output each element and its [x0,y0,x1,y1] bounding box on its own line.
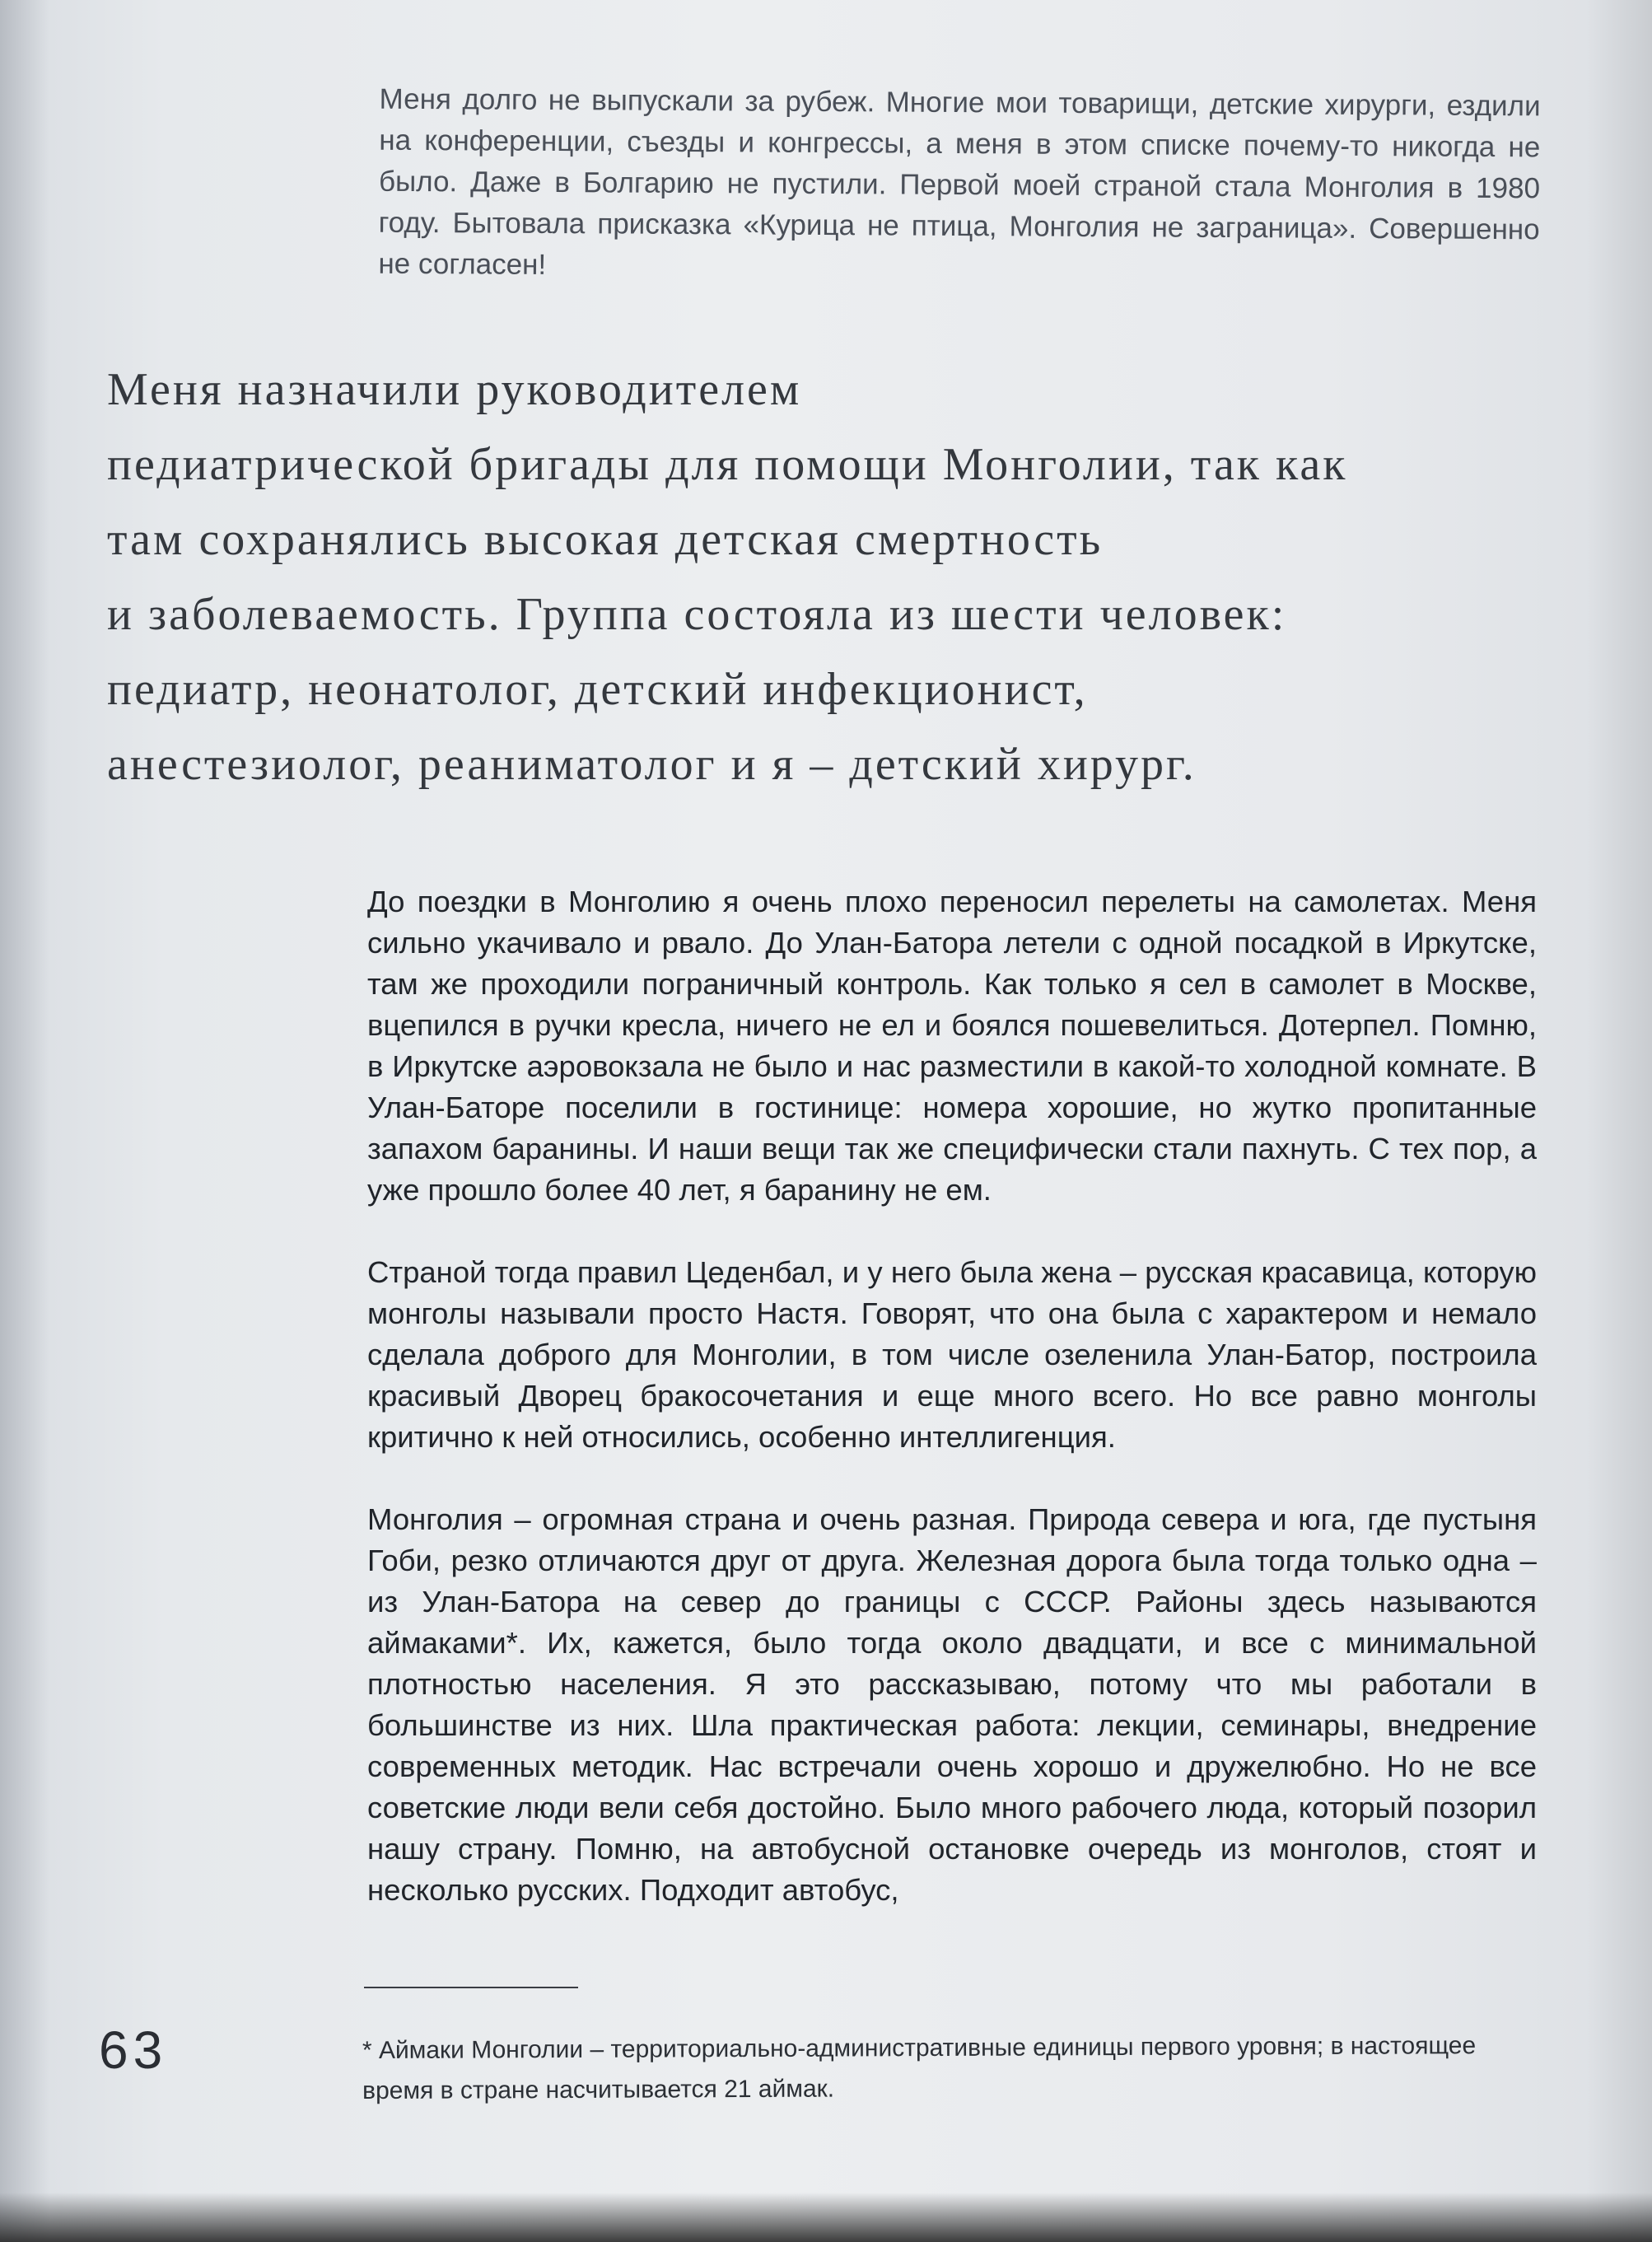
pull-quote-line: педиатрической бригады для помощи Монголии, так как [107,439,1348,490]
intro-paragraph: Меня долго не выпускали за рубеж. Многие мои товарищи, детские хирурги, ездили на конференции, съезды и конгрессы, а меня в этом списке почему-то никогда не было. Даже в Болгарию не пустили. Первой моей страной стала Монголия в 1980 году. Бытовала присказка «Курица не птица, Монголия не заграница». Совершенно не согласен! [378,82,1541,281]
page-number: 63 [99,2020,168,2080]
footnote-divider [364,1987,578,1988]
body-paragraph: Страной тогда правил Цеденбал, и у него была жена – русская красавица, которую монголы называли просто Настя. Говорят, что она была с характером и немало сделала доброго для Монголии, в том числе озеленила Улан-Батор, построила красивый Дворец бракосочетания и еще много всего. Но все равно монголы критично к ней относились, особенно интеллигенция. [367,1255,1537,1454]
body-text [367,881,1537,1952]
pull-quote-line: анестезиолог, реаниматолог и я – детский хирург. [107,739,1197,790]
body-paragraph: До поездки в Монголию я очень плохо переносил перелеты на самолетах. Меня сильно укачивало и рвало. До Улан-Батора летели с одной посадкой в Иркутске, там же проходили пограничный контроль. Как только я сел в самолет в Москве, вцепился в ручки кресла, ничего не ел и боялся пошевелиться. Дотерпел. Помню, в Иркутске аэровокзала не было и нас разместили в какой-то холодной комнате. В Улан-Баторе поселили в гостинице: номера хорошие, но жутко пропитанные запахом баранины. И наши вещи так же специфически стали пахнуть. С тех пор, а уже прошло более 40 лет, я баранину не ем. [367,885,1537,1207]
pull-quote-line: и заболеваемость. Группа состояла из шести человек: [107,589,1287,640]
footnote: * Аймаки Монголии – территориально-административные единицы первого уровня; в настоящее время в стране насчитывается 21 аймак. [362,2032,1477,2105]
body-paragraph: Монголия – огромная страна и очень разная. Природа севера и юга, где пустыня Гоби, резко отличаются друг от друга. Железная дорога была тогда только одна – из Улан-Батора на север до границы с СССР. Районы здесь называются аймаками*. Их, кажется, было тогда около двадцати, и все с минимальной плотностью населения. Я это рассказываю, потому что мы работали в большинстве из них. Шла практическая работа: лекции, семинары, внедрение современных методик. Нас встречали очень хорошо и дружелюбно. Но не все советские люди вели себя достойно. Было много рабочего люда, который позорил нашу страну. Помню, на автобусной остановке очередь из монголов, стоят и несколько русских. Подходит автобус, [367,1502,1537,1907]
binding-shadow [0,0,49,2242]
page-bottom-shadow [0,2193,1652,2242]
pull-quote [107,353,1548,802]
pull-quote-line: там сохранялись высокая детская смертность [107,514,1104,565]
pull-quote-line: педиатр, неонатолог, детский инфекционист, [107,664,1088,715]
pull-quote-line: Меня назначили руководителем [107,364,802,415]
